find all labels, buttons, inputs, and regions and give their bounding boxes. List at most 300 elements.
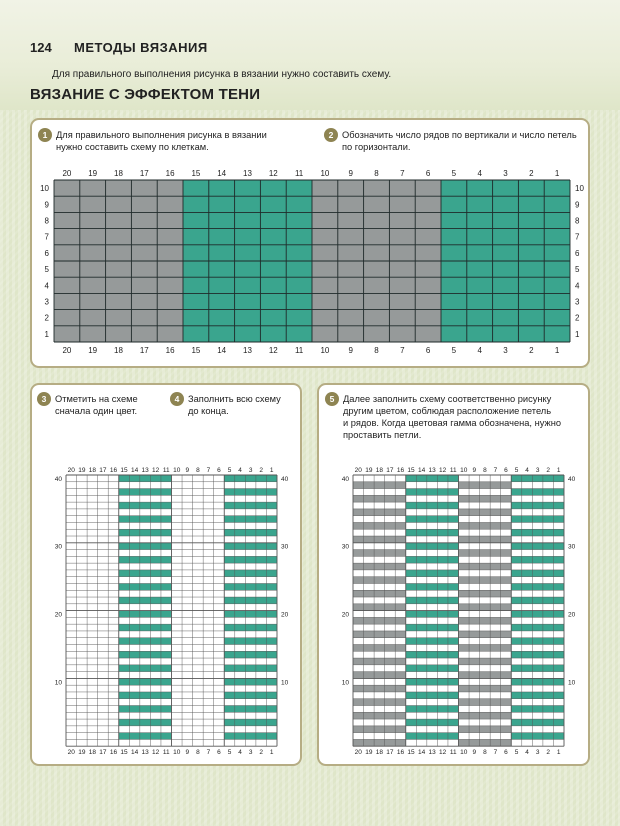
gray-stitch-band	[353, 563, 406, 570]
column-label: 5	[227, 467, 232, 474]
gray-stitch-band	[459, 482, 512, 489]
teal-stitch-band	[406, 692, 459, 699]
row-label: 20	[568, 611, 576, 619]
column-label: 14	[130, 749, 139, 757]
teal-stitch-band	[511, 719, 564, 726]
teal-stitch-band	[119, 543, 172, 550]
row-label: 7	[44, 232, 49, 242]
step-badge: 4	[170, 392, 184, 406]
row-label: 2	[44, 313, 49, 323]
column-label: 17	[386, 467, 394, 474]
column-label: 20	[62, 346, 72, 355]
row-label: 40	[54, 475, 62, 483]
row-label: 6	[44, 248, 49, 258]
gray-stitch-band	[353, 604, 406, 611]
teal-stitch-band	[406, 529, 459, 536]
two-color-chart	[319, 461, 588, 761]
gray-stitch-band	[459, 522, 512, 529]
teal-stitch-band	[406, 489, 459, 496]
column-label: 4	[477, 346, 482, 355]
gray-stitch-band	[353, 685, 406, 692]
teal-stitch-band	[224, 529, 277, 536]
column-label: 16	[396, 749, 405, 757]
column-label: 3	[535, 749, 540, 757]
column-label: 6	[217, 467, 221, 474]
column-label: 11	[449, 467, 457, 474]
step-text-line: проставить петли.	[343, 430, 422, 440]
column-label: 5	[514, 749, 519, 757]
column-label: 20	[67, 467, 75, 474]
step-text-line: и рядов. Когда цветовая гамма обозначена, нужно	[343, 418, 561, 428]
row-label: 10	[40, 184, 49, 194]
teal-stitch-band	[119, 516, 172, 523]
teal-stitch-band	[119, 475, 172, 482]
column-label: 7	[493, 749, 498, 757]
column-label: 18	[88, 749, 96, 757]
teal-stitch-band	[406, 665, 459, 672]
column-label: 19	[88, 346, 98, 355]
step-text-line: Для правильного выполнения рисунка в вязании	[56, 130, 267, 140]
column-label: 6	[504, 749, 508, 757]
gray-stitch-band	[353, 645, 406, 652]
gray-stitch-band	[353, 536, 406, 543]
column-label: 9	[348, 169, 353, 178]
row-label: 10	[281, 679, 289, 687]
teal-stitch-band	[406, 502, 459, 509]
step-text-line: сначала один цвет.	[55, 406, 138, 416]
teal-stitch-band	[511, 611, 564, 618]
row-label: 10	[341, 679, 349, 687]
column-label: 9	[472, 749, 477, 757]
teal-stitch-band	[406, 570, 459, 577]
column-label: 6	[425, 346, 431, 355]
teal-stitch-band	[511, 597, 564, 604]
step-badge: 5	[325, 392, 339, 406]
teal-stitch-band	[224, 706, 277, 713]
gray-stitch-band	[459, 645, 512, 652]
column-label: 12	[152, 749, 160, 757]
teal-stitch-band	[119, 529, 172, 536]
column-label: 15	[191, 346, 201, 355]
gray-stitch-band	[353, 739, 406, 746]
section-title: ВЯЗАНИЕ С ЭФФЕКТОМ ТЕНИ	[30, 86, 261, 103]
row-label: 30	[341, 543, 349, 551]
teal-only-chart	[32, 461, 300, 761]
page-number: 124	[30, 40, 52, 55]
column-label: 4	[525, 749, 529, 757]
gray-stitch-band	[459, 590, 512, 597]
teal-stitch-band	[119, 733, 172, 740]
column-label: 3	[503, 346, 508, 355]
column-label: 12	[152, 467, 160, 474]
column-label: 10	[320, 346, 330, 355]
column-label: 17	[139, 346, 149, 355]
column-label: 13	[141, 749, 149, 757]
teal-stitch-band	[511, 529, 564, 536]
gray-stitch-band	[459, 617, 512, 624]
teal-stitch-band	[511, 556, 564, 563]
row-label: 6	[575, 248, 580, 258]
teal-stitch-band	[406, 597, 459, 604]
teal-stitch-band	[511, 706, 564, 713]
gray-stitch-band	[353, 550, 406, 557]
column-label: 3	[535, 467, 540, 474]
row-label: 9	[575, 200, 580, 210]
column-label: 12	[268, 169, 278, 178]
column-label: 14	[217, 346, 227, 355]
teal-stitch-band	[511, 516, 564, 523]
row-label: 30	[568, 543, 576, 551]
column-label: 10	[460, 467, 468, 474]
column-label: 10	[320, 169, 330, 178]
gray-stitch-band	[353, 658, 406, 665]
column-label: 8	[483, 467, 487, 474]
gray-stitch-band	[459, 536, 512, 543]
teal-stitch-band	[406, 583, 459, 590]
column-label: 20	[67, 749, 75, 757]
teal-stitch-band	[119, 570, 172, 577]
column-label: 9	[472, 467, 477, 474]
teal-stitch-band	[511, 489, 564, 496]
column-label: 10	[173, 467, 181, 474]
row-label: 3	[44, 297, 49, 307]
teal-stitch-band	[119, 611, 172, 618]
column-label: 16	[396, 467, 405, 474]
column-label: 5	[451, 169, 457, 178]
teal-stitch-band	[119, 597, 172, 604]
row-label: 8	[575, 216, 580, 226]
teal-stitch-band	[119, 556, 172, 563]
teal-stitch-band	[511, 624, 564, 631]
row-label: 40	[341, 475, 349, 483]
teal-stitch-band	[119, 489, 172, 496]
column-label: 17	[99, 749, 107, 757]
step-text-line: другим цветом, соблюдая расположение петель	[343, 406, 552, 416]
column-label: 19	[88, 169, 98, 178]
teal-stitch-band	[119, 583, 172, 590]
gray-stitch-band	[353, 590, 406, 597]
column-label: 14	[417, 749, 426, 757]
column-label: 8	[374, 169, 379, 178]
row-label: 4	[44, 281, 49, 291]
column-label: 16	[109, 749, 118, 757]
teal-stitch-band	[224, 556, 277, 563]
teal-stitch-band	[406, 475, 459, 482]
column-label: 15	[120, 749, 128, 757]
column-label: 15	[191, 169, 201, 178]
column-label: 17	[99, 467, 107, 474]
column-label: 15	[120, 467, 128, 474]
column-label: 14	[130, 467, 139, 474]
column-label: 15	[407, 749, 415, 757]
row-label: 1	[575, 329, 580, 339]
teal-stitch-band	[224, 570, 277, 577]
gray-stitch-band	[459, 699, 512, 706]
teal-stitch-band	[224, 624, 277, 631]
teal-stitch-band	[511, 570, 564, 577]
step-text-line: Отметить на схеме	[55, 394, 138, 404]
step-text-line: по горизонтали.	[342, 142, 411, 152]
column-label: 6	[217, 749, 221, 757]
column-label: 9	[348, 346, 353, 355]
teal-stitch-band	[406, 651, 459, 658]
teal-stitch-band	[119, 624, 172, 631]
teal-stitch-band	[224, 678, 277, 685]
column-label: 3	[248, 467, 253, 474]
teal-stitch-band	[406, 638, 459, 645]
teal-stitch-band	[406, 556, 459, 563]
gray-stitch-band	[459, 495, 512, 502]
teal-stitch-band	[406, 706, 459, 713]
row-label: 40	[568, 475, 576, 483]
column-label: 20	[354, 749, 362, 757]
column-label: 18	[88, 467, 96, 474]
teal-stitch-band	[406, 624, 459, 631]
row-label: 8	[44, 216, 49, 226]
teal-stitch-band	[119, 638, 172, 645]
gray-stitch-band	[353, 482, 406, 489]
row-label: 20	[54, 611, 62, 619]
column-label: 7	[493, 467, 498, 474]
teal-stitch-band	[511, 583, 564, 590]
column-label: 18	[114, 346, 123, 355]
column-label: 13	[243, 169, 252, 178]
gray-stitch-band	[353, 672, 406, 679]
teal-stitch-band	[511, 678, 564, 685]
column-label: 9	[185, 467, 190, 474]
column-label: 8	[374, 346, 379, 355]
teal-stitch-band	[511, 665, 564, 672]
column-label: 17	[139, 169, 149, 178]
column-label: 7	[400, 346, 405, 355]
step-badge: 2	[324, 128, 338, 142]
teal-stitch-band	[406, 719, 459, 726]
column-label: 13	[243, 346, 252, 355]
step-text-line: Обозначить число рядов по вертикали и число петель	[342, 130, 577, 140]
teal-stitch-band	[511, 543, 564, 550]
column-label: 5	[227, 749, 232, 757]
teal-stitch-band	[224, 583, 277, 590]
teal-stitch-band	[119, 719, 172, 726]
teal-stitch-band	[511, 692, 564, 699]
column-label: 4	[238, 467, 242, 474]
bottom-left-panel	[30, 383, 302, 766]
teal-stitch-band	[224, 543, 277, 550]
row-label: 20	[341, 611, 349, 619]
teal-stitch-band	[511, 502, 564, 509]
teal-stitch-band	[119, 665, 172, 672]
gray-stitch-band	[353, 522, 406, 529]
column-label: 6	[425, 169, 431, 178]
column-label: 16	[165, 169, 175, 178]
column-label: 11	[162, 467, 170, 474]
column-label: 8	[483, 749, 487, 757]
teal-stitch-band	[406, 516, 459, 523]
gray-stitch-band	[353, 631, 406, 638]
teal-stitch-band	[119, 692, 172, 699]
intro-text: Для правильного выполнения рисунка в вязании нужно составить схему.	[52, 69, 392, 80]
teal-stitch-band	[224, 489, 277, 496]
column-label: 1	[269, 749, 274, 757]
column-label: 1	[554, 169, 560, 178]
teal-stitch-band	[224, 719, 277, 726]
column-label: 9	[185, 749, 190, 757]
column-label: 18	[375, 467, 383, 474]
column-label: 12	[439, 467, 447, 474]
step-badge: 3	[37, 392, 51, 406]
column-label: 13	[141, 467, 149, 474]
gray-stitch-band	[459, 631, 512, 638]
column-label: 13	[428, 467, 436, 474]
column-label: 2	[529, 346, 534, 355]
column-label: 20	[62, 169, 72, 178]
column-label: 20	[354, 467, 362, 474]
row-label: 10	[575, 184, 584, 194]
column-label: 14	[217, 169, 227, 178]
column-label: 12	[268, 346, 278, 355]
column-label: 4	[525, 467, 529, 474]
teal-stitch-band	[119, 706, 172, 713]
teal-stitch-band	[224, 597, 277, 604]
teal-stitch-band	[406, 611, 459, 618]
row-label: 10	[54, 679, 62, 687]
column-label: 2	[529, 169, 534, 178]
column-label: 19	[78, 467, 86, 474]
row-label: 40	[281, 475, 289, 483]
column-label: 1	[269, 467, 274, 474]
gray-stitch-band	[353, 617, 406, 624]
top-panel	[30, 118, 590, 368]
column-label: 14	[417, 467, 426, 474]
column-label: 5	[451, 346, 457, 355]
column-label: 11	[294, 346, 304, 355]
gray-stitch-band	[353, 712, 406, 719]
column-label: 19	[78, 749, 86, 757]
column-label: 5	[514, 467, 519, 474]
column-label: 19	[365, 749, 373, 757]
column-label: 1	[554, 346, 560, 355]
step-text-line: до конца.	[188, 406, 229, 416]
row-label: 30	[54, 543, 62, 551]
column-label: 7	[206, 749, 211, 757]
gray-stitch-band	[459, 563, 512, 570]
chapter-title: МЕТОДЫ ВЯЗАНИЯ	[74, 40, 208, 55]
teal-stitch-band	[224, 516, 277, 523]
column-label: 1	[556, 749, 561, 757]
row-label: 5	[44, 265, 49, 275]
row-label: 9	[44, 200, 49, 210]
gray-stitch-band	[459, 685, 512, 692]
teal-stitch-band	[511, 638, 564, 645]
column-label: 4	[477, 169, 482, 178]
teal-stitch-band	[119, 651, 172, 658]
teal-stitch-band	[224, 692, 277, 699]
gray-stitch-band	[353, 726, 406, 733]
row-label: 7	[575, 232, 580, 242]
gray-stitch-band	[459, 604, 512, 611]
teal-stitch-band	[119, 678, 172, 685]
gray-stitch-band	[353, 495, 406, 502]
column-label: 2	[546, 749, 550, 757]
column-label: 11	[162, 749, 170, 757]
row-label: 10	[568, 679, 576, 687]
teal-stitch-band	[511, 733, 564, 740]
gray-stitch-band	[459, 509, 512, 516]
teal-stitch-band	[224, 638, 277, 645]
gray-stitch-band	[459, 550, 512, 557]
gray-stitch-band	[459, 672, 512, 679]
column-label: 11	[294, 169, 304, 178]
column-label: 6	[504, 467, 508, 474]
row-label: 3	[575, 297, 580, 307]
column-label: 8	[196, 749, 200, 757]
row-label: 5	[575, 265, 580, 275]
column-label: 2	[259, 467, 263, 474]
column-label: 16	[165, 346, 175, 355]
column-label: 2	[546, 467, 550, 474]
teal-stitch-band	[406, 678, 459, 685]
gray-stitch-band	[459, 577, 512, 584]
column-label: 7	[400, 169, 405, 178]
gray-stitch-band	[353, 577, 406, 584]
teal-stitch-band	[224, 475, 277, 482]
column-label: 10	[173, 749, 181, 757]
teal-stitch-band	[224, 651, 277, 658]
teal-stitch-band	[406, 733, 459, 740]
column-label: 17	[386, 749, 394, 757]
step-text-line: Далее заполнить схему соответственно рисунку	[343, 394, 552, 404]
column-label: 11	[449, 749, 457, 757]
column-label: 19	[365, 467, 373, 474]
step-text-line: Заполнить всю схему	[188, 394, 281, 404]
column-label: 18	[375, 749, 383, 757]
teal-stitch-band	[224, 733, 277, 740]
teal-stitch-band	[511, 651, 564, 658]
column-label: 4	[238, 749, 242, 757]
teal-stitch-band	[224, 611, 277, 618]
teal-stitch-band	[224, 502, 277, 509]
gray-stitch-band	[459, 726, 512, 733]
teal-stitch-band	[119, 502, 172, 509]
teal-stitch-band	[406, 543, 459, 550]
teal-stitch-band	[511, 475, 564, 482]
column-label: 1	[556, 467, 561, 474]
gray-stitch-band	[459, 658, 512, 665]
row-label: 30	[281, 543, 289, 551]
gray-stitch-band	[353, 509, 406, 516]
column-label: 8	[196, 467, 200, 474]
column-label: 16	[109, 467, 118, 474]
bottom-right-panel	[317, 383, 590, 766]
large-knitting-chart	[32, 164, 588, 364]
step-badge: 1	[38, 128, 52, 142]
column-label: 7	[206, 467, 211, 474]
gray-stitch-band	[459, 739, 512, 746]
column-label: 3	[248, 749, 253, 757]
column-label: 2	[259, 749, 263, 757]
column-label: 12	[439, 749, 447, 757]
column-label: 10	[460, 749, 468, 757]
teal-stitch-band	[224, 665, 277, 672]
row-label: 20	[281, 611, 289, 619]
row-label: 4	[575, 281, 580, 291]
step-text-line: нужно составить схему по клеткам.	[56, 142, 209, 152]
row-label: 1	[44, 329, 49, 339]
column-label: 3	[503, 169, 508, 178]
column-label: 18	[114, 169, 123, 178]
gray-stitch-band	[353, 699, 406, 706]
row-label: 2	[575, 313, 580, 323]
